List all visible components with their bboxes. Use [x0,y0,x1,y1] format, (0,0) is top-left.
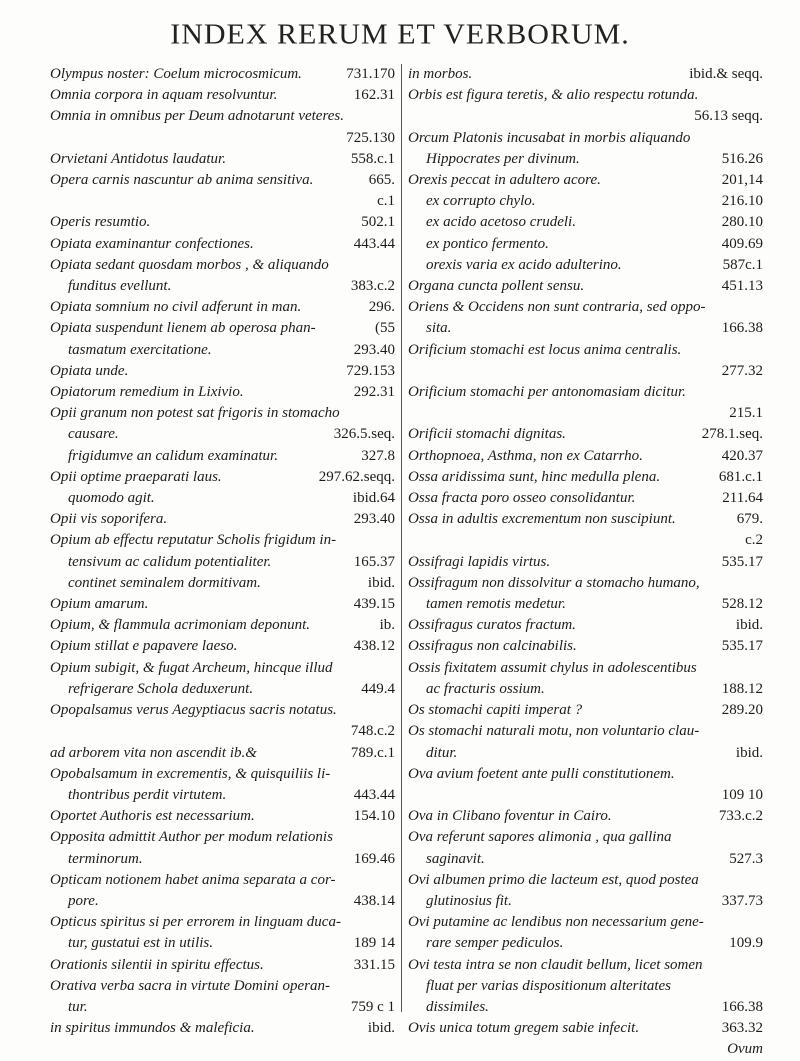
entry-text: Olympus noster: Coelum microcosmicum. [50,66,302,82]
entry-text: Orthopnoea, Asthma, non ex Catarrho. [408,447,643,464]
column-divider [401,64,402,1012]
entry-text: Opium, & flammula acrimoniam deponunt. [50,617,310,634]
entry-ref: 292.31 [353,384,395,401]
entry-text: Opposita admittit Author per modum relationis [50,829,333,846]
index-entry [50,658,395,679]
index-entry [50,891,395,912]
entry-ref: 725.130 [346,129,395,146]
index-entry [50,530,395,551]
entry-ref: 166.38 [721,998,763,1015]
index-entry [408,976,763,997]
entry-text: Ovi albumen primo die lacteum est, quod postea [408,871,699,888]
entry-text: Ossifragi lapidis virtus. [408,553,551,570]
entry-ref: 759 c 1 [350,998,395,1015]
entry-text: Opium amarum. [50,596,149,613]
index-entry [50,149,395,170]
entry-text: causare. [68,426,119,443]
entry-ref: 420.37 [721,447,763,464]
entry-text: Ovis unica totum gregem sabie infecit. [408,1020,640,1037]
entry-ref: (55 [375,320,395,337]
entry-ref: 731.170 [346,66,395,82]
entry-text: Opiata examinantur confectiones. [50,235,254,252]
index-entry [408,276,763,297]
entry-ref: 280.10 [721,214,763,231]
entry-ref: 587c.1 [722,256,763,273]
index-entry [408,721,763,742]
entry-ref: 528.12 [721,596,763,613]
entry-ref: 189 14 [353,935,395,952]
index-entry [408,191,763,212]
index-entry [408,933,763,954]
index-entry [50,424,395,445]
entry-ref: 729.153 [346,362,395,379]
entry-text: thontribus perdit virtutem. [68,786,227,803]
index-entry [408,85,763,106]
entry-text: Ossifragus non calcinabilis. [408,638,577,655]
entry-text: glutinosius fit. [426,892,512,909]
entry-text: Omnia corpora in aquam resolvuntur. [50,87,278,104]
entry-ref: 297.62.seqq. [318,468,395,485]
entry-ref: 109 10 [721,786,763,803]
entry-text: Opiata sedant quosdam morbos , & aliquando [50,256,329,273]
entry-ref: 337.73 [721,892,763,909]
entry-ref: 211.64 [722,490,763,507]
index-entry [50,976,395,997]
entry-text: Opiatorum remedium in Lixivio. [50,384,244,401]
index-entry [50,849,395,870]
index-entry [408,552,763,573]
entry-ref: 293.40 [353,511,395,528]
entry-text: in spiritus immundos & maleficia. [50,1020,255,1037]
entry-ref: 502.1 [361,214,395,231]
entry-text: Opiata suspendunt lienem ab operosa phan- [50,320,316,337]
entry-text: Organa cuncta pollent sensu. [408,278,585,295]
entry-text: Opium stillat e papavere laeso. [50,638,238,655]
index-entry [408,212,763,233]
index-entry [50,594,395,615]
index-entry [408,297,763,318]
entry-ref: 439.15 [353,596,395,613]
index-entry [408,870,763,891]
index-entry [50,446,395,467]
index-entry [408,806,763,827]
entry-text: sita. [426,320,452,337]
entry-text: Oportet Authoris est necessarium. [50,808,255,825]
entry-ref: 438.14 [353,892,395,909]
entry-ref: c.2 [745,532,763,549]
index-entry [50,509,395,530]
index-entry [50,467,395,488]
entry-ref: 679. [736,511,763,528]
index-entry [408,849,763,870]
index-entry [408,764,763,785]
entry-ref: 535.17 [721,638,763,655]
entry-text: Orificium stomachi per antonomasiam dicitur. [408,384,686,401]
entry-text: ex pontico fermento. [426,235,549,252]
entry-ref: 162.31 [353,87,395,104]
entry-text: ex acido acetoso crudeli. [426,214,576,231]
index-entry [50,743,395,764]
entry-ref: 443.44 [353,235,395,252]
entry-ref: 56.13 seqq. [694,108,763,125]
entry-ref: ibid.& seqq. [689,66,763,82]
entry-text: dissimiles. [426,998,489,1015]
index-entry [50,255,395,276]
entry-text: Oriens & Occidens non sunt contraria, sed oppo- [408,299,706,316]
entry-text: ad arborem vita non ascendit ib.& [50,744,257,761]
entry-text: Opticus spiritus si per errorem in linguam duca- [50,914,341,931]
entry-ref: 558.c.1 [350,150,395,167]
entry-ref: ibid.64 [352,490,395,507]
index-entry [50,1018,395,1039]
entry-ref: 363.32 [721,1020,763,1037]
entry-ref: 789.c.1 [350,744,395,761]
left-column [50,64,395,1039]
index-entry [408,743,763,764]
entry-text: Ova in Clibano foventur in Cairo. [408,808,612,825]
entry-text: Ossis fixitatem assumit chylus in adolescentibus [408,659,697,676]
entry-text: Opticam notionem habet anima separata a cor- [50,871,336,888]
entry-ref: 188.12 [721,680,763,697]
entry-ref: 165.37 [353,553,395,570]
index-entry [50,318,395,339]
entry-text: Ovi testa intra se non claudit bellum, licet somen [408,956,703,973]
entry-text: Operis resumtio. [50,214,151,231]
entry-text: ditur. [426,744,458,761]
index-entry [408,594,763,615]
entry-ref: 449.4 [361,680,395,697]
entry-ref: 535.17 [721,553,763,570]
entry-text: Ossifragus curatos fractum. [408,617,576,634]
entry-text: Ossa in adultis excrementum non suscipiunt. [408,511,676,528]
entry-ref: 154.10 [353,808,395,825]
entry-ref: 438.12 [353,638,395,655]
index-entry [50,955,395,976]
index-entry [50,488,395,509]
index-entry [408,424,763,445]
entry-ref: 109.9 [729,935,763,952]
entry-ref: 293.40 [353,341,395,358]
entry-text: tamen remotis medetur. [426,596,566,613]
entry-text: in morbos. [408,66,473,82]
entry-text: continet seminalem dormitivam. [68,574,261,591]
index-entry [50,234,395,255]
entry-text: Opium ab effectu reputatur Scholis frigidum in- [50,532,337,549]
entry-text: Orbis est figura teretis, & alio respectu rotunda. [408,87,699,104]
entry-ref: ibid. [735,617,763,634]
index-entry [408,997,763,1018]
index-entry [50,679,395,700]
index-entry [408,1018,763,1039]
entry-ref: 169.46 [353,850,395,867]
index-entry [408,615,763,636]
entry-text: tensivum ac calidum potentialiter. [68,553,272,570]
index-entry [408,679,763,700]
index-entry [408,912,763,933]
entry-text: Opopalsamus verus Aegyptiacus sacris notatus. [50,702,337,719]
index-entry [408,128,763,149]
index-entry [50,297,395,318]
entry-text: Opium subigit, & fugat Archeum, hincque illud [50,659,333,676]
entry-text: Orificium stomachi est locus anima centralis. [408,341,682,358]
index-entry [50,64,395,85]
index-entry [408,340,763,361]
index-entry [408,170,763,191]
entry-text: Opii vis soporifera. [50,511,168,528]
entry-ref: ibid. [367,574,395,591]
index-entry [50,636,395,657]
index-entry [408,827,763,848]
entry-ref: 215.1 [729,405,763,422]
index-entry [50,700,395,721]
index-entry [408,467,763,488]
entry-text: Opobalsamum in excrementis, & quisquiliis li- [50,765,331,782]
entry-text: Ossa aridissima sunt, hinc medulla plena. [408,468,661,485]
entry-text: Orificii stomachi dignitas. [408,426,566,443]
entry-ref: 527.3 [729,850,763,867]
index-entry [408,955,763,976]
page-header: INDEX RERUM ET VERBORUM. [170,18,630,51]
index-entry [50,573,395,594]
index-entry [50,276,395,297]
entry-text: Ossa fracta poro osseo consolidantur. [408,490,636,507]
entry-ref: 665. [368,172,395,189]
entry-text: Orativa verba sacra in virtute Domini operan- [50,977,330,994]
entry-text: Ossifragum non dissolvitur a stomacho humano, [408,574,700,591]
entry-text: Opii optime praeparati laus. [50,468,222,485]
entry-ref: 733.c.2 [718,808,763,825]
index-entry [50,170,395,191]
entry-text: Os stomachi capiti imperat ? [408,702,583,719]
index-entry [408,234,763,255]
index-entry [50,806,395,827]
entry-text: Omnia in omnibus per Deum adnotarunt veteres. [50,108,344,125]
entry-ref: 296. [368,299,395,316]
index-entry [408,509,763,530]
entry-ref: 748.c.2 [350,723,395,740]
index-entry [50,212,395,233]
index-entry [50,615,395,636]
index-entry [50,997,395,1018]
entry-ref: ibid. [735,744,763,761]
entry-text: terminorum. [68,850,143,867]
index-entry [50,933,395,954]
entry-text: Orvietani Antidotus laudatur. [50,150,226,167]
index-entry [50,403,395,424]
entry-ref: 277.32 [721,362,763,379]
index-entry [50,785,395,806]
index-entry [408,318,763,339]
index-entry [408,891,763,912]
entry-ref: 166.38 [721,320,763,337]
index-entry [50,361,395,382]
entry-text: Os stomachi naturali motu, non voluntario clau- [408,723,700,740]
index-entry [50,85,395,106]
entry-text: funditus evellunt. [68,278,172,295]
index-entry [50,870,395,891]
entry-text: fluat per varias dispositionum alteritates [426,977,672,994]
index-entry [50,827,395,848]
entry-ref: 289.20 [721,702,763,719]
entry-ref: 278.1.seq. [701,426,763,443]
entry-text: Opii granum non potest sat frigoris in stomacho [50,405,340,422]
entry-ref: 516.26 [721,150,763,167]
entry-ref: 443.44 [353,786,395,803]
index-entry [408,573,763,594]
index-entry [408,636,763,657]
entry-ref: c.1 [377,193,395,210]
entry-text: Opera carnis nascuntur ab anima sensitiva. [50,172,314,189]
entry-text: Ova referunt sapores alimonia , qua gallina [408,829,672,846]
entry-ref: 409.69 [721,235,763,252]
index-entry [50,106,395,127]
index-entry [50,382,395,403]
entry-ref: 201,14 [721,172,763,189]
index-entry [408,700,763,721]
entry-text: Opiata somnium no civil adferunt in man. [50,299,302,316]
entry-text: saginavit. [426,850,485,867]
entry-text: Orcum Platonis incusabat in morbis aliquando [408,129,691,146]
index-entry [408,488,763,509]
index-entry [408,446,763,467]
entry-text: refrigerare Schola deduxerunt. [68,680,254,697]
entry-ref: 451.13 [721,278,763,295]
entry-text: ac fracturis ossium. [426,680,545,697]
entry-text: Ovi putamine ac lendibus non necessarium gene- [408,914,704,931]
entry-text: ex corrupto chylo. [426,193,536,210]
index-entry [408,658,763,679]
entry-text: frigidumve an calidum examinatur. [68,447,278,464]
entry-ref: 681.c.1 [718,468,763,485]
entry-text: Orationis silentii in spiritu effectus. [50,956,264,973]
entry-ref: ib. [379,617,395,634]
right-column [408,64,763,1061]
index-entry [408,255,763,276]
entry-text: orexis varia ex acido adulterino. [426,256,622,273]
index-entry [50,340,395,361]
entry-ref: 326.5.seq. [333,426,395,443]
entry-ref: 331.15 [353,956,395,973]
entry-text: Opiata unde. [50,362,129,379]
entry-ref: 327.8 [361,447,395,464]
entry-ref: 383.c.2 [350,278,395,295]
index-entry [408,64,763,85]
entry-ref: ibid. [367,1020,395,1037]
index-entry [50,912,395,933]
entry-text: rare semper pediculos. [426,935,564,952]
entry-text: Ova avium foetent ante pulli constitutionem. [408,765,675,782]
entry-text: quomodo agit. [68,490,155,507]
entry-text: tur, gustatui est in utilis. [68,935,214,952]
entry-text: tasmatum exercitatione. [68,341,212,358]
entry-ref: 216.10 [721,193,763,210]
index-entry [408,382,763,403]
index-entry [408,149,763,170]
catchword: Ovum [727,1041,763,1058]
entry-text: Hippocrates per divinum. [426,150,580,167]
entry-text: tur. [68,998,88,1015]
entry-text: pore. [68,892,99,909]
entry-text: Orexis peccat in adultero acore. [408,172,601,189]
index-entry [50,552,395,573]
index-entry [50,764,395,785]
